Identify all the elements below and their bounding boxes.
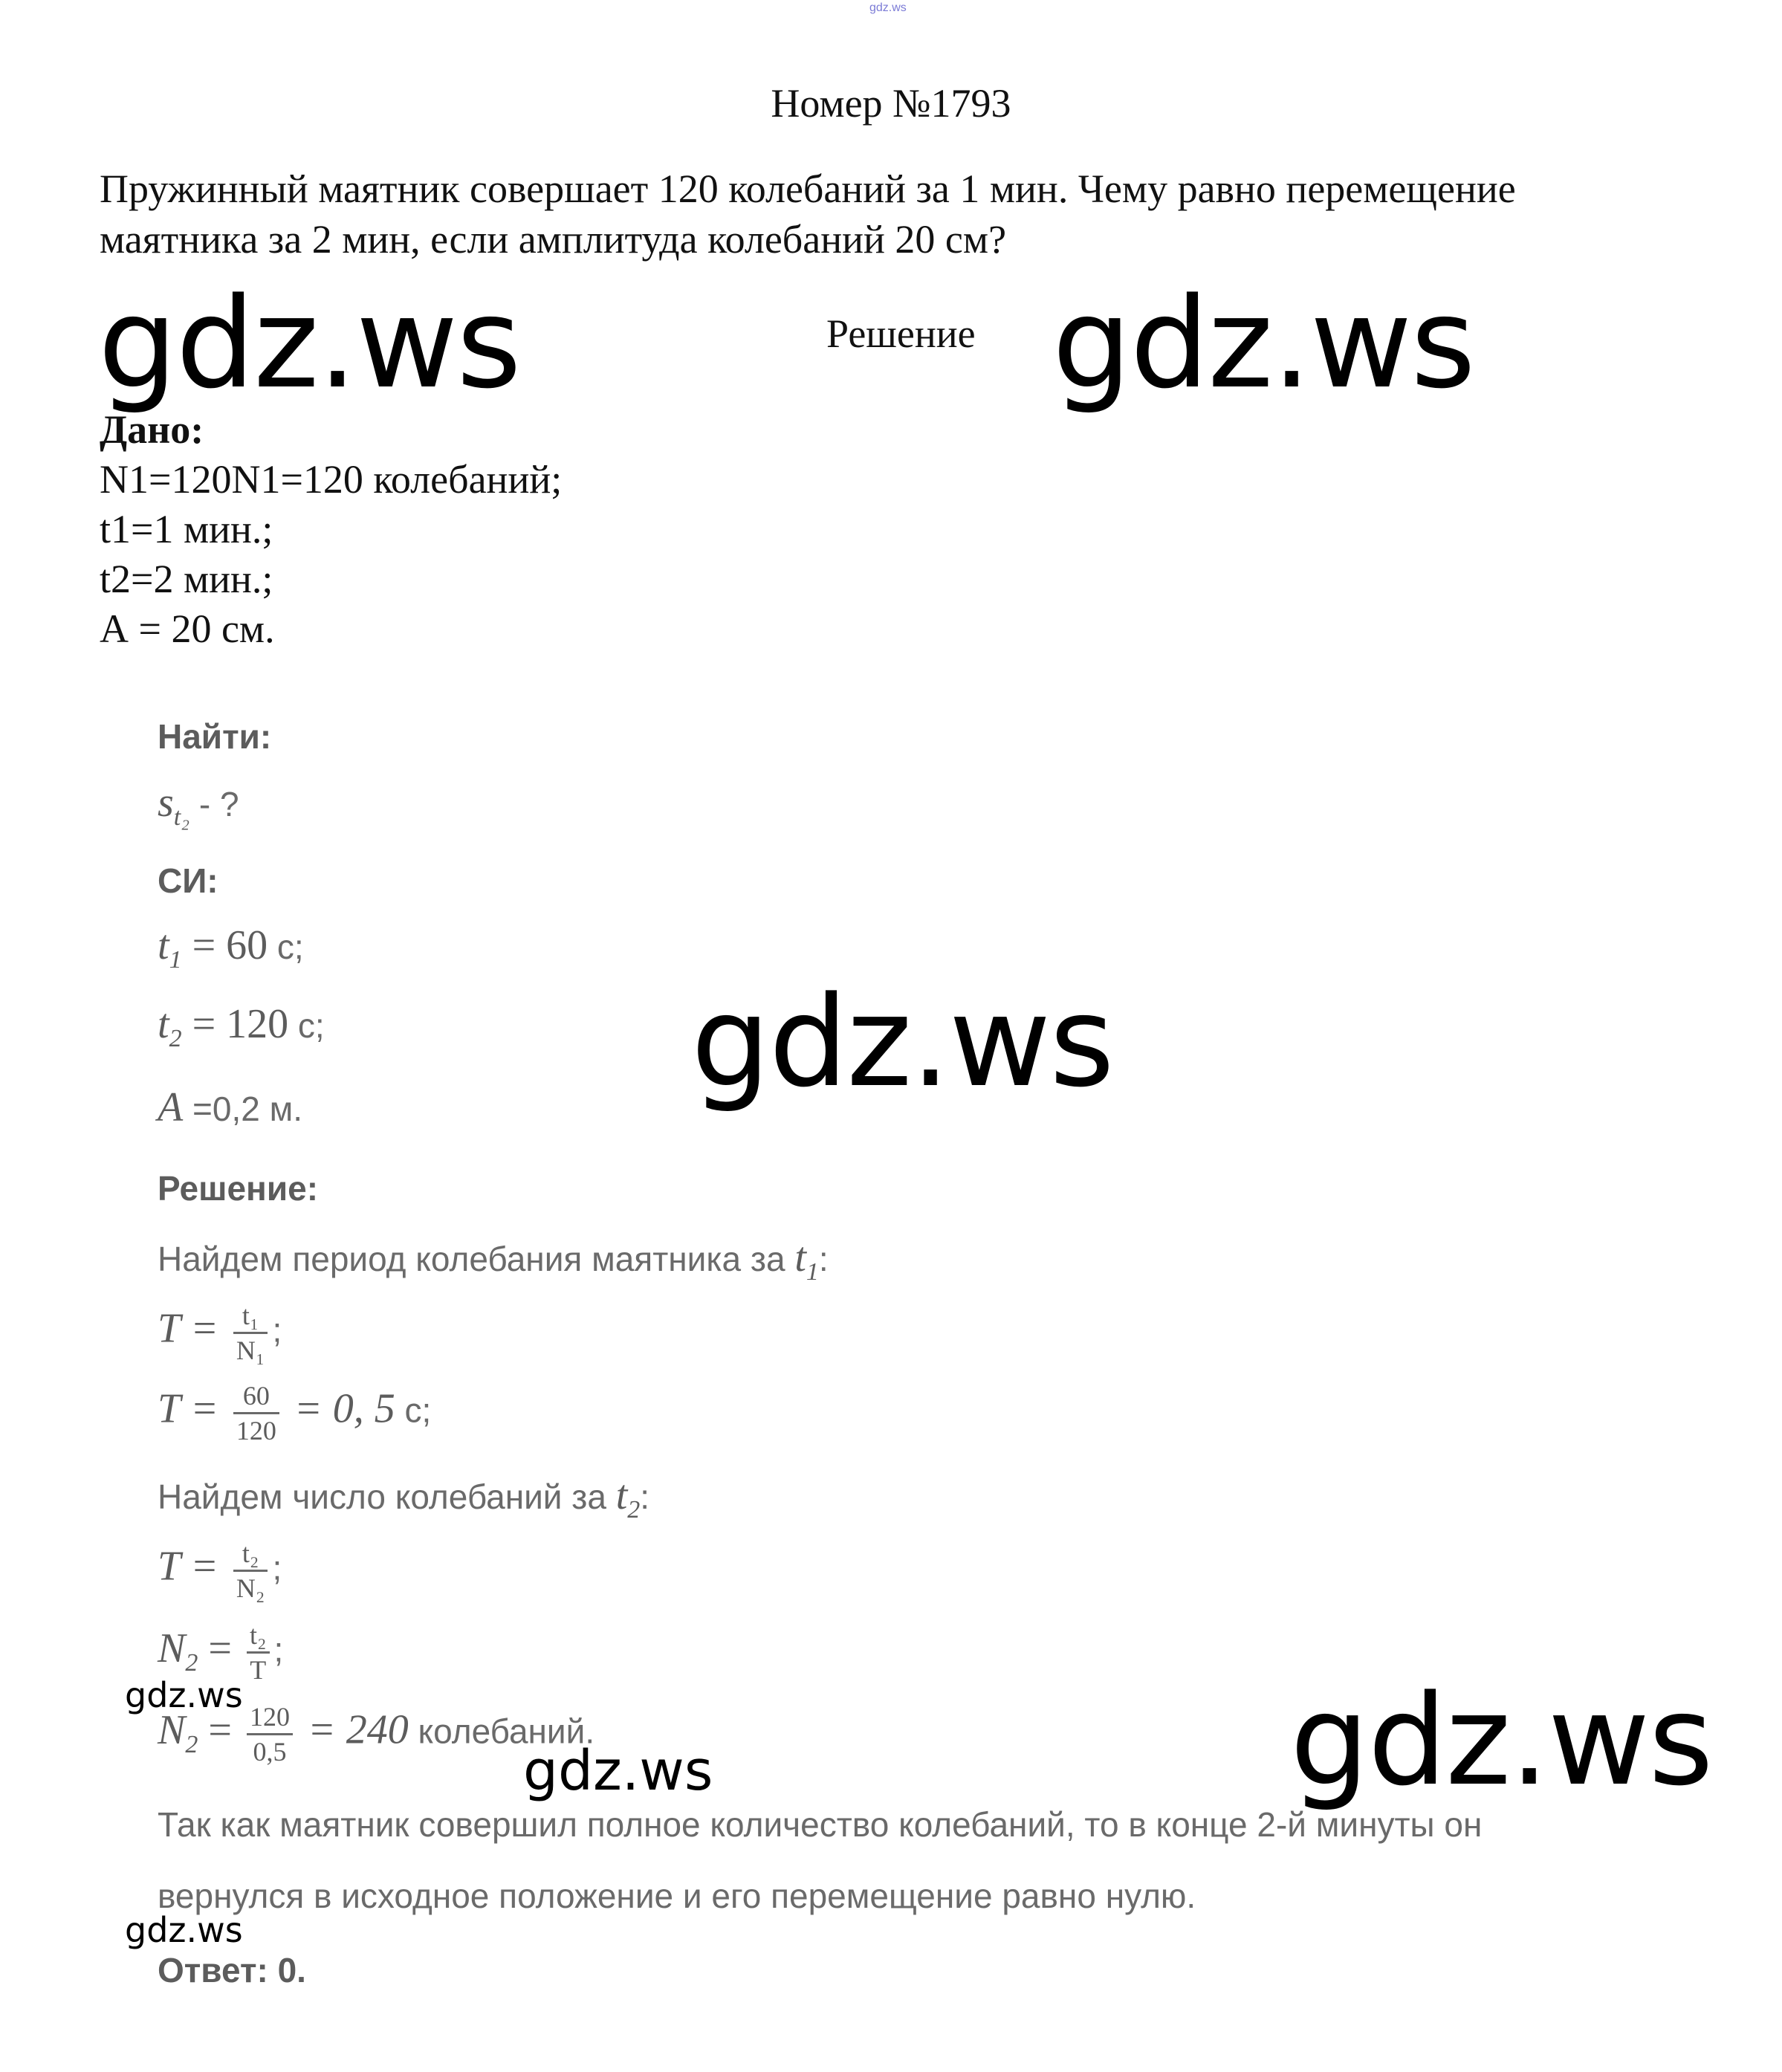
conclusion-line-2: вернулся в исходное положение и его перемещение равно нулю. <box>158 1877 1196 1915</box>
top-watermark: gdz.ws <box>869 1 907 14</box>
formula-n2-general: $N_2$ = $\frac{\text{t₂}}{T}$ ; <box>158 1620 284 1685</box>
watermark-logo: gdz.ws <box>125 1910 243 1950</box>
watermark-logo: gdz.ws <box>523 1739 713 1803</box>
si-label: СИ: <box>158 861 218 900</box>
solution-heading: Решение <box>826 311 976 356</box>
watermark-logo: gdz.ws <box>1290 1668 1712 1813</box>
page-title: Номер №1793 <box>771 81 1011 126</box>
given-label: Дано: <box>100 407 204 452</box>
problem-statement <box>100 164 1720 265</box>
watermark-logo: gdz.ws <box>125 1675 243 1715</box>
formula-period-t2: T = $\frac{\text{t₂}}{\text{N₂}}$ ; <box>158 1538 282 1603</box>
conclusion-line-1: Так как маятник совершил полное количество колебаний, то в конце 2-й минуты он <box>158 1805 1483 1844</box>
formula-n2-value: $N_2$ = $\frac{120}{0,5}$ = 240 колебаний. <box>158 1702 595 1767</box>
find-expression: $s_{t_2}$ - ? <box>158 780 239 831</box>
given-line: t1=1 мин.; <box>100 507 273 551</box>
given-block <box>100 405 562 654</box>
problem-line-2: маятника за 2 мин, если амплитуда колебаний 20 см? <box>100 217 1007 262</box>
formula-period-value: T = $\frac{60}{120}$ = 0, 5 с; <box>158 1381 432 1445</box>
si-amplitude: A =0,2 м. <box>158 1084 302 1130</box>
answer: Ответ: 0. <box>158 1951 306 1990</box>
solution-step-1: Найдем период колебания маятника за $t_1$: <box>158 1234 829 1286</box>
watermark-logo: gdz.ws <box>1052 271 1474 416</box>
solution-label: Решение: <box>158 1169 319 1208</box>
watermark-logo: gdz.ws <box>691 969 1113 1115</box>
given-line: t2=2 мин.; <box>100 557 273 601</box>
given-line: N1=120N1=120 колебаний; <box>100 457 563 502</box>
formula-period-general: T = $\frac{\text{t₁}}{\text{N₁}}$ ; <box>158 1301 282 1365</box>
find-label: Найти: <box>158 717 272 756</box>
given-line: А = 20 см. <box>100 606 275 651</box>
problem-line-1: Пружинный маятник совершает 120 колебаний за 1 мин. Чему равно перемещение <box>100 166 1516 211</box>
si-t2: $t_2 = 120$ с; <box>158 1001 325 1052</box>
watermark-logo: gdz.ws <box>98 271 520 416</box>
si-t1: $t_1 = 60$ с; <box>158 922 304 974</box>
solution-step-2: Найдем число колебаний за $t_2$: <box>158 1472 650 1524</box>
